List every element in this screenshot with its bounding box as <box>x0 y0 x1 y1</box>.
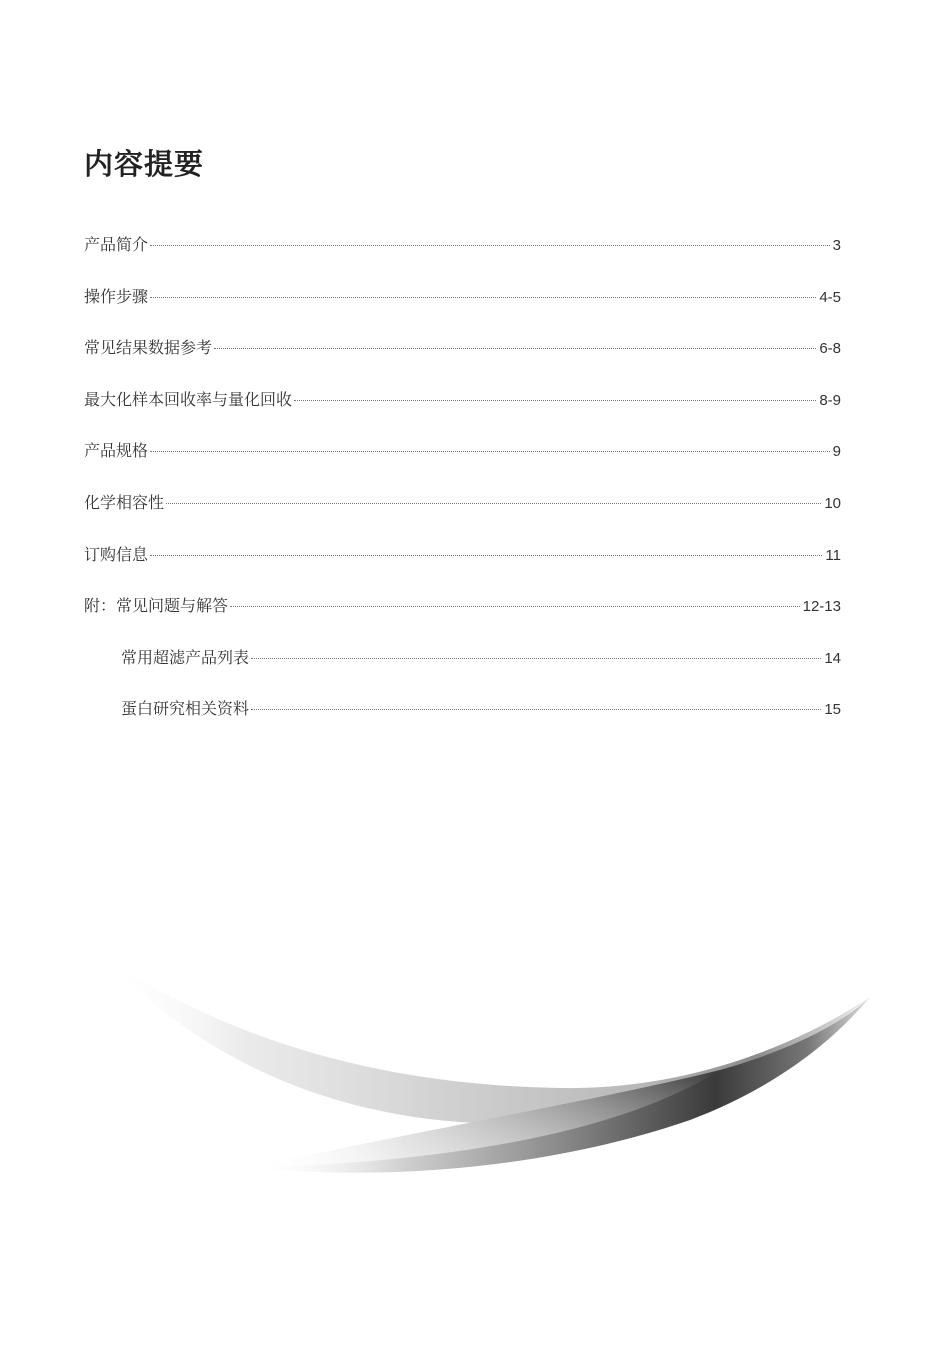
toc-entry-label: 常见结果数据参考 <box>84 338 213 358</box>
toc-entry[interactable] <box>84 387 841 439</box>
toc-entry-label: 化学相容性 <box>84 492 165 512</box>
toc-dot-leader <box>150 245 830 246</box>
table-of-contents <box>84 232 841 748</box>
toc-dot-leader <box>251 709 821 710</box>
toc-entry-page: 6-8 <box>819 340 841 358</box>
toc-entry[interactable] <box>84 438 841 490</box>
toc-entry-label: 附：常见问题与解答 <box>84 596 229 616</box>
toc-entry[interactable] <box>84 593 841 645</box>
swoosh-upper-band <box>105 958 870 1124</box>
toc-dot-leader <box>166 503 821 504</box>
toc-dot-leader <box>294 400 816 401</box>
toc-entry-page: 9 <box>832 443 841 461</box>
toc-entry[interactable] <box>84 490 841 542</box>
toc-entry-label: 产品规格 <box>84 441 149 461</box>
toc-entry[interactable] <box>84 284 841 336</box>
toc-dot-leader <box>150 451 830 452</box>
toc-entry[interactable] <box>84 335 841 387</box>
decorative-swoosh-graphic <box>0 940 950 1200</box>
page-title: 内容提要 <box>84 147 205 181</box>
toc-entry-page: 11 <box>825 546 841 564</box>
toc-entry-label: 操作步骤 <box>84 286 149 306</box>
toc-dot-leader <box>251 658 821 659</box>
toc-entry-label: 常用超滤产品列表 <box>121 647 250 667</box>
toc-dot-leader <box>230 606 800 607</box>
toc-entry-page: 12-13 <box>802 598 841 616</box>
toc-entry[interactable] <box>84 232 841 284</box>
toc-entry-label: 最大化样本回收率与量化回收 <box>84 389 293 409</box>
toc-entry-label: 产品简介 <box>84 235 149 254</box>
toc-dot-leader <box>214 348 816 349</box>
toc-subentry[interactable] <box>84 696 841 748</box>
toc-entry-page: 3 <box>832 237 841 254</box>
toc-entry-label: 蛋白研究相关资料 <box>121 699 250 719</box>
toc-entry-page: 8-9 <box>819 391 841 409</box>
toc-entry[interactable] <box>84 542 841 594</box>
toc-entry-page: 14 <box>824 649 841 667</box>
toc-subentry[interactable] <box>84 645 841 697</box>
toc-dot-leader <box>150 297 816 298</box>
toc-entry-label: 订购信息 <box>84 544 149 564</box>
toc-dot-leader <box>150 555 822 556</box>
toc-entry-page: 15 <box>824 701 841 719</box>
toc-entry-page: 4-5 <box>819 288 841 306</box>
toc-entry-page: 10 <box>824 494 841 512</box>
